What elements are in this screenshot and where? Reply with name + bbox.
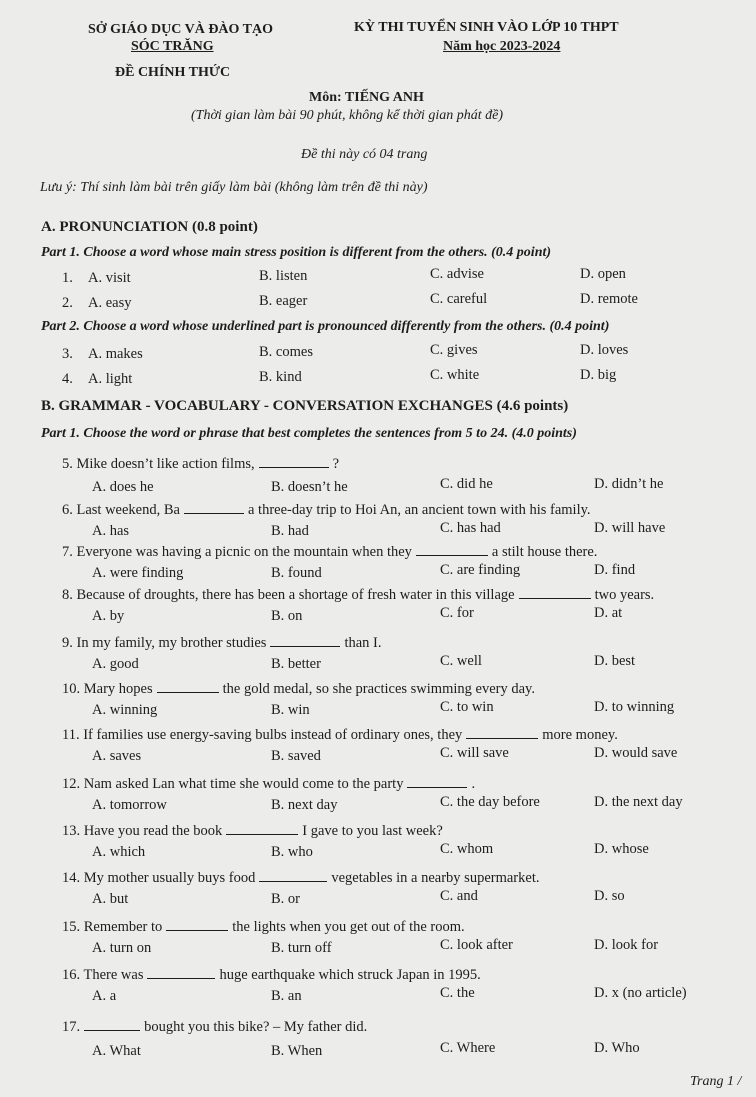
section-b-part1: Part 1. Choose the word or phrase that best completes the sentences from 5 to 24. (4.0 points) (41, 426, 577, 441)
question-stem (62, 586, 654, 604)
option-b: B. or (271, 891, 300, 907)
section-a-part2: Part 2. Choose a word whose underlined part is pronounced differently from the others. (0.4 point) (41, 319, 610, 334)
question-stem-start: 12. Nam asked Lan what time she would come to the party (62, 776, 404, 792)
option-d: D. x (no article) (594, 985, 687, 1001)
q4-option-b: B. kind (259, 369, 302, 385)
option-d: D. best (594, 653, 636, 669)
option-b: B. turn off (271, 940, 332, 956)
q2-option-b: B. eager (259, 293, 308, 309)
question-stem-end: I gave to you last week? (302, 823, 443, 839)
option-b: B. doesn’t he (271, 479, 348, 495)
answer-blank (466, 726, 538, 739)
option-c: C. whom (440, 841, 494, 857)
option-a: A. but (92, 891, 129, 907)
question-stem-end: a stilt house there. (491, 544, 598, 560)
option-c: C. the day before (440, 794, 540, 810)
option-a: A. has (92, 523, 130, 539)
answer-blank (184, 501, 244, 514)
option-d: D. the next day (594, 794, 683, 810)
option-d: D. to winning (594, 699, 675, 715)
q3-option-d: D. loves (580, 342, 629, 358)
option-d: D. will have (594, 520, 666, 536)
subject: Môn: TIẾNG ANH (309, 90, 424, 105)
q4-option-d: D. big (580, 367, 617, 383)
q2-number: 2. (62, 295, 73, 311)
question-stem-start: 9. In my family, my brother studies (62, 635, 267, 651)
section-a-part1: Part 1. Choose a word whose main stress position is different from the others. (0.4 point) (41, 245, 552, 260)
option-a: A. were finding (92, 565, 184, 581)
option-b: B. better (271, 656, 321, 672)
option-c: C. did he (440, 476, 493, 492)
option-c: C. for (440, 605, 474, 621)
option-a: A. a (92, 988, 117, 1004)
answer-blank (84, 1018, 140, 1031)
answer-blank (259, 869, 327, 882)
option-c: C. Where (440, 1040, 496, 1056)
q3-option-b: B. comes (259, 344, 313, 360)
question-stem (62, 455, 339, 473)
question-stem-end: huge earthquake which struck Japan in 1995. (219, 967, 481, 983)
option-c: C. and (440, 888, 478, 904)
q1-option-c: C. advise (430, 266, 484, 282)
q1-option-b: B. listen (259, 268, 308, 284)
q2-option-c: C. careful (430, 291, 488, 307)
option-b: B. saved (271, 748, 321, 764)
option-c: C. well (440, 653, 482, 669)
option-c: C. has had (440, 520, 501, 536)
answer-blank (147, 966, 215, 979)
option-d: D. find (594, 562, 636, 578)
question-stem-start: 13. Have you read the book (62, 823, 223, 839)
answer-blank (407, 775, 467, 788)
q4-option-a: A. light (88, 371, 133, 387)
question-stem-end: . (471, 776, 476, 792)
question-stem-start: 6. Last weekend, Ba (62, 502, 180, 518)
q1-number: 1. (62, 270, 73, 286)
answer-blank (519, 586, 591, 599)
q4-number: 4. (62, 371, 73, 387)
option-a: A. by (92, 608, 125, 624)
q1-option-d: D. open (580, 266, 626, 282)
q2-option-d: D. remote (580, 291, 638, 307)
question-stem (62, 775, 475, 793)
option-b: B. who (271, 844, 313, 860)
question-stem (62, 543, 597, 561)
option-b: B. win (271, 702, 310, 718)
answer-blank (416, 543, 488, 556)
option-d: D. so (594, 888, 625, 904)
question-stem-start: 5. Mike doesn’t like action films, (62, 456, 255, 472)
option-d: D. look for (594, 937, 659, 953)
option-b: B. found (271, 565, 322, 581)
exam-note: Lưu ý: Thí sinh làm bài trên giấy làm bài (không làm trên đề thi này) (40, 180, 428, 195)
question-stem-end: bought you this bike? – My father did. (144, 1019, 368, 1035)
q3-option-c: C. gives (430, 342, 478, 358)
option-a: A. tomorrow (92, 797, 167, 813)
question-stem (62, 726, 618, 744)
question-stem-end: two years. (594, 587, 655, 603)
option-a: A. does he (92, 479, 154, 495)
official-label: ĐỀ CHÍNH THỨC (115, 65, 231, 80)
time-note: (Thời gian làm bài 90 phút, không kể thời gian phát đề) (191, 108, 504, 123)
q3-number: 3. (62, 346, 73, 362)
option-c: C. look after (440, 937, 513, 953)
option-c: C. to win (440, 699, 494, 715)
question-stem-start: 16. There was (62, 967, 144, 983)
q3-option-a: A. makes (88, 346, 143, 362)
dept-line1: SỞ GIÁO DỤC VÀ ĐÀO TẠO (88, 22, 274, 37)
q2-option-a: A. easy (88, 295, 132, 311)
question-stem-end: the lights when you get out of the room. (232, 919, 465, 935)
answer-blank (226, 822, 298, 835)
option-d: D. at (594, 605, 623, 621)
answer-blank (259, 455, 329, 468)
question-stem (62, 822, 443, 840)
question-stem (62, 501, 591, 519)
option-a: A. good (92, 656, 139, 672)
question-stem-start: 11. If families use energy-saving bulbs instead of ordinary ones, they (62, 727, 463, 743)
question-stem-start: 8. Because of droughts, there has been a shortage of fresh water in this village (62, 587, 515, 603)
question-stem-start: 7. Everyone was having a picnic on the mountain when they (62, 544, 412, 560)
section-a-title: A. PRONUNCIATION (0.8 point) (41, 219, 258, 235)
answer-blank (157, 680, 219, 693)
question-stem-start: 17. (62, 1019, 81, 1035)
option-d: D. Who (594, 1040, 640, 1056)
option-a: A. turn on (92, 940, 152, 956)
option-d: D. whose (594, 841, 649, 857)
question-stem-end: ? (332, 456, 340, 472)
question-stem-end: than I. (344, 635, 382, 651)
question-stem-end: vegetables in a nearby supermarket. (331, 870, 540, 886)
option-a: A. winning (92, 702, 158, 718)
question-stem-start: 14. My mother usually buys food (62, 870, 256, 886)
option-b: B. next day (271, 797, 338, 813)
option-d: D. would save (594, 745, 678, 761)
q1-option-a: A. visit (88, 270, 131, 286)
q4-option-c: C. white (430, 367, 480, 383)
option-a: A. What (92, 1043, 141, 1059)
question-stem (62, 634, 382, 652)
section-b-title: B. GRAMMAR - VOCABULARY - CONVERSATION EXCHANGES (4.6 points) (41, 398, 569, 414)
question-stem-start: 15. Remember to (62, 919, 163, 935)
option-d: D. didn’t he (594, 476, 664, 492)
question-stem (62, 918, 465, 936)
question-stem (62, 680, 535, 698)
option-a: A. which (92, 844, 146, 860)
exam-title: KỲ THI TUYỂN SINH VÀO LỚP 10 THPT (354, 20, 619, 35)
school-year: Năm học 2023-2024 (443, 39, 561, 54)
question-stem-end: more money. (542, 727, 618, 743)
question-stem-end: a three-day trip to Hoi An, an ancient town with his family. (247, 502, 591, 518)
question-stem (62, 966, 481, 984)
option-c: C. the (440, 985, 475, 1001)
option-b: B. When (271, 1043, 323, 1059)
option-a: A. saves (92, 748, 142, 764)
option-b: B. on (271, 608, 303, 624)
option-c: C. will save (440, 745, 509, 761)
pages-note: Đề thi này có 04 trang (301, 147, 428, 162)
option-b: B. had (271, 523, 309, 539)
answer-blank (270, 634, 340, 647)
question-stem (62, 1018, 367, 1036)
question-stem (62, 869, 539, 887)
question-stem-end: the gold medal, so she practices swimming every day. (222, 681, 535, 697)
answer-blank (166, 918, 228, 931)
option-c: C. are finding (440, 562, 521, 578)
dept-line2: SÓC TRĂNG (131, 39, 214, 54)
question-stem-start: 10. Mary hopes (62, 681, 153, 697)
option-b: B. an (271, 988, 302, 1004)
page-number: Trang 1 / (690, 1074, 742, 1089)
